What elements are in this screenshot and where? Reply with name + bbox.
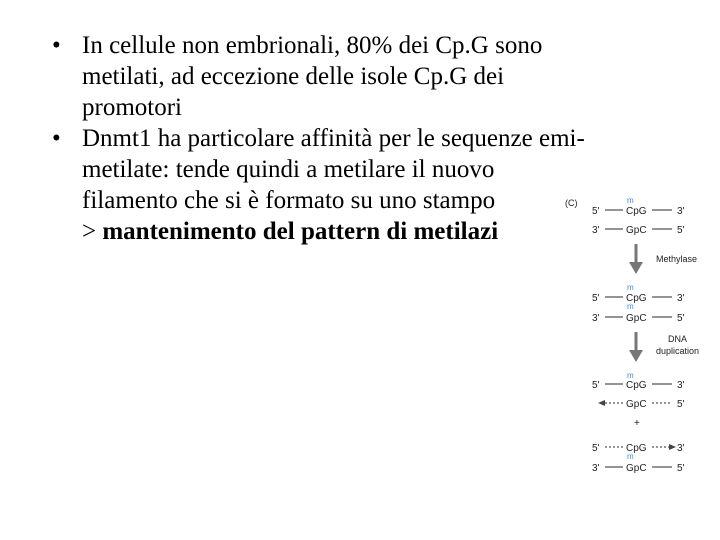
three-prime-label: 3' (592, 225, 600, 236)
methylation-figure (560, 192, 720, 482)
bullet-marker: • (52, 32, 61, 59)
figure-svg (560, 192, 720, 482)
left-arrowhead-icon (598, 400, 605, 406)
plus-sign: + (634, 418, 640, 429)
bullet-line: metilate: tende quindi a metilare il nuovo (82, 156, 495, 183)
down-arrow-icon (629, 350, 643, 362)
methyl-mark: m (627, 302, 634, 311)
methyl-mark: m (627, 283, 634, 292)
cpg-label: CpG (626, 206, 647, 217)
three-prime-label: 3' (592, 313, 600, 324)
gpc-label: GpC (626, 225, 647, 236)
cpg-label: CpG (626, 293, 647, 304)
five-prime-label: 5' (592, 293, 600, 304)
five-prime-label: 5' (592, 206, 600, 217)
panel-label: (C) (565, 198, 578, 208)
down-arrow-icon (629, 262, 643, 274)
five-prime-label: 5' (677, 313, 685, 324)
bullet-line: metilati, ad eccezione delle isole Cp.G dei (82, 63, 505, 90)
three-prime-label: 3' (677, 380, 685, 391)
five-prime-label: 5' (677, 399, 685, 410)
three-prime-label: 3' (677, 443, 685, 454)
methyl-mark: m (627, 371, 634, 380)
bullet-text (82, 30, 692, 123)
conclusion-bold: mantenimento del pattern di metilazi (102, 218, 499, 245)
bullet-line: promotori (82, 94, 182, 121)
five-prime-label: 5' (677, 463, 685, 474)
cpg-label: CpG (626, 380, 647, 391)
three-prime-label: 3' (677, 293, 685, 304)
step-label-dna: DNA (668, 334, 688, 344)
methyl-mark: m (627, 196, 634, 205)
gpc-label: GpC (626, 463, 647, 474)
gpc-label: GpC (626, 399, 647, 410)
bullet-line: filamento che si è formato su uno stampo (82, 187, 496, 214)
arrow-prefix: > (82, 218, 97, 245)
three-prime-label: 3' (592, 463, 600, 474)
five-prime-label: 5' (592, 443, 600, 454)
step-label-methylase: Methylase (656, 254, 698, 264)
step-label-duplication: duplication (656, 346, 700, 356)
gpc-label: GpC (626, 313, 647, 324)
bullet-item-1 (52, 30, 692, 123)
bullet-marker: • (52, 125, 61, 152)
right-arrowhead-icon (669, 444, 676, 450)
five-prime-label: 5' (677, 225, 685, 236)
bullet-line: Dnmt1 ha particolare affinità per le sequenze emi- (82, 125, 585, 152)
bullet-line: In cellule non embrionali, 80% dei Cp.G sono (82, 32, 543, 59)
methyl-mark: m (627, 452, 634, 461)
cpg-label: CpG (626, 443, 647, 454)
three-prime-label: 3' (677, 206, 685, 217)
five-prime-label: 5' (592, 380, 600, 391)
